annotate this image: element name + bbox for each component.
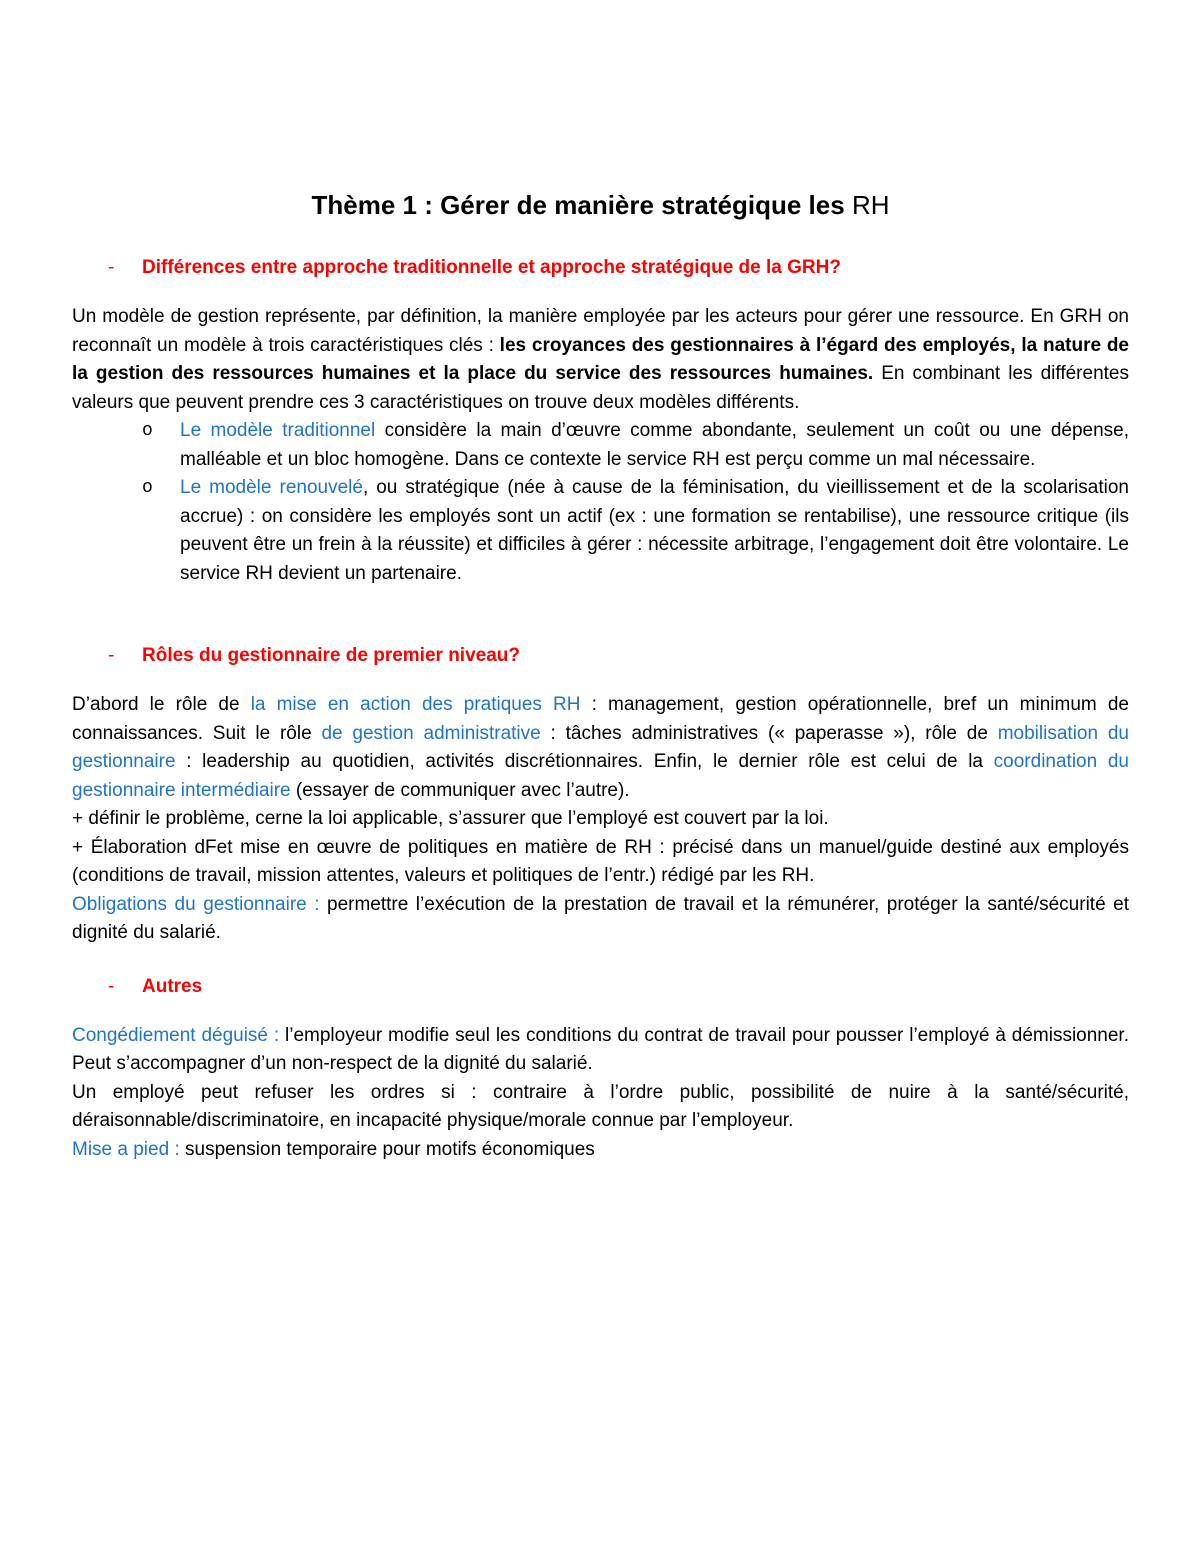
term-modele-traditionnel: Le modèle traditionnel	[180, 420, 376, 441]
text-run: permettre l’exécution de la prestation de travail et la rémunérer, protéger la santé/sécurité et dignité du salarié.	[72, 893, 1129, 943]
section-heading-differences	[72, 257, 1129, 279]
term-gestion-administrative: de gestion administrative	[321, 722, 541, 744]
paragraph-mise-a-pied	[72, 1136, 1129, 1165]
text-run: suspension temporaire pour motifs économiques	[179, 1138, 595, 1160]
bullet-mark: o	[142, 478, 153, 498]
model-list	[72, 417, 1129, 588]
text-run: D’abord le rôle de	[72, 694, 251, 715]
heading-text: Autres	[142, 975, 203, 997]
term-coordination: coordination du gestionnaire intermédiaire	[72, 751, 1129, 801]
title-main: Thème 1 : Gérer de manière stratégique les	[311, 190, 845, 220]
bold-text-run: les croyances des gestionnaires à l’égard des employés, la nature de la gestion des ressources humaines et la place du service des ressources humaines.	[72, 334, 1130, 384]
text-run: : leadership au quotidien, activités discrétionnaires. Enfin, le dernier rôle est celui de la	[175, 751, 994, 772]
paragraph-roles	[72, 691, 1129, 805]
term-modele-renouvele: Le modèle renouvelé	[180, 477, 363, 498]
text-run: (essayer de communiquer avec l’autre).	[290, 779, 630, 801]
text-run: : management, gestion opérationnelle, bref un minimum de connaissances. Suit le rôle	[72, 694, 1129, 744]
heading-dash: -	[108, 645, 115, 666]
document-content	[72, 190, 1129, 1164]
text-run: l’employeur modifie seul les conditions du contrat de travail pour pousser l’employé à démissionner. Peut s’accompagner d’un non-respect de la dignité du salarié.	[72, 1024, 1129, 1074]
paragraph-elaboration: + Élaboration dFet mise en œuvre de politiques en matière de RH : précisé dans un manuel/guide destiné aux employés (conditions de travail, mission attentes, valeurs et politiques de l’entr.) rédigé par les RH.	[72, 836, 1129, 886]
text-run: : tâches administratives (« paperasse »), rôle de	[540, 722, 998, 744]
title-rh: RH	[851, 190, 890, 220]
paragraph-refus: Un employé peut refuser les ordres si : contraire à l’ordre public, possibilité de nuire à la santé/sécurité, déraisonnable/discriminatoire, en incapacité physique/morale connue par l’employeur.	[72, 1081, 1129, 1131]
paragraph-congediement	[72, 1022, 1129, 1079]
section-heading-roles	[72, 645, 1129, 667]
bullet-mark: o	[142, 421, 153, 441]
list-item-modele-traditionnel	[142, 417, 1129, 474]
heading-text: Différences entre approche traditionnelle et approche stratégique de la GRH?	[142, 257, 841, 278]
section-heading-autres	[72, 976, 1129, 998]
heading-text: Rôles du gestionnaire de premier niveau?	[142, 645, 520, 666]
spacer	[72, 588, 1129, 645]
text-run: , ou stratégique (née à cause de la féminisation, du vieillissement et de la scolarisation accrue) : on considère les employés sont un actif (ex : une formation se rentabilise), une ressource critique (ils peuvent être un frein à la réussite) et difficiles à gérer : nécessite arbitrage, l’engagement doit être volontaire. Le service RH devient un partenaire.	[180, 477, 1129, 584]
paragraph-obligations	[72, 891, 1129, 948]
page-title	[72, 190, 1129, 221]
spacer	[72, 948, 1129, 976]
text-run: Un modèle de gestion représente, par définition, la manière employée par les acteurs pour gérer une ressource. En GRH on reconnaît un modèle à trois caractéristiques clés :	[72, 306, 1129, 356]
term-obligations: Obligations du gestionnaire :	[72, 893, 320, 915]
term-mise-en-action: la mise en action des pratiques RH	[250, 694, 581, 715]
text-run: considère la main d’œuvre comme abondante, seulement un coût ou une dépense, malléable et un bloc homogène. Dans ce contexte le service RH est perçu comme un mal nécessaire.	[180, 420, 1129, 470]
heading-dash: -	[108, 257, 115, 278]
paragraph-definir-probleme: + définir le problème, cerne la loi applicable, s’assurer que l’employé est couvert par la loi.	[72, 808, 829, 829]
heading-dash: -	[108, 975, 115, 997]
list-item-modele-renouvele	[142, 474, 1129, 588]
term-congediement: Congédiement déguisé :	[72, 1024, 280, 1046]
text-run: En combinant les différentes valeurs que peuvent prendre ces 3 caractéristiques on trouve deux modèles différents.	[72, 363, 1129, 413]
term-mise-a-pied: Mise a pied :	[72, 1138, 180, 1160]
paragraph-modele-gestion	[72, 303, 1129, 417]
term-mobilisation: mobilisation du gestionnaire	[72, 722, 1129, 772]
